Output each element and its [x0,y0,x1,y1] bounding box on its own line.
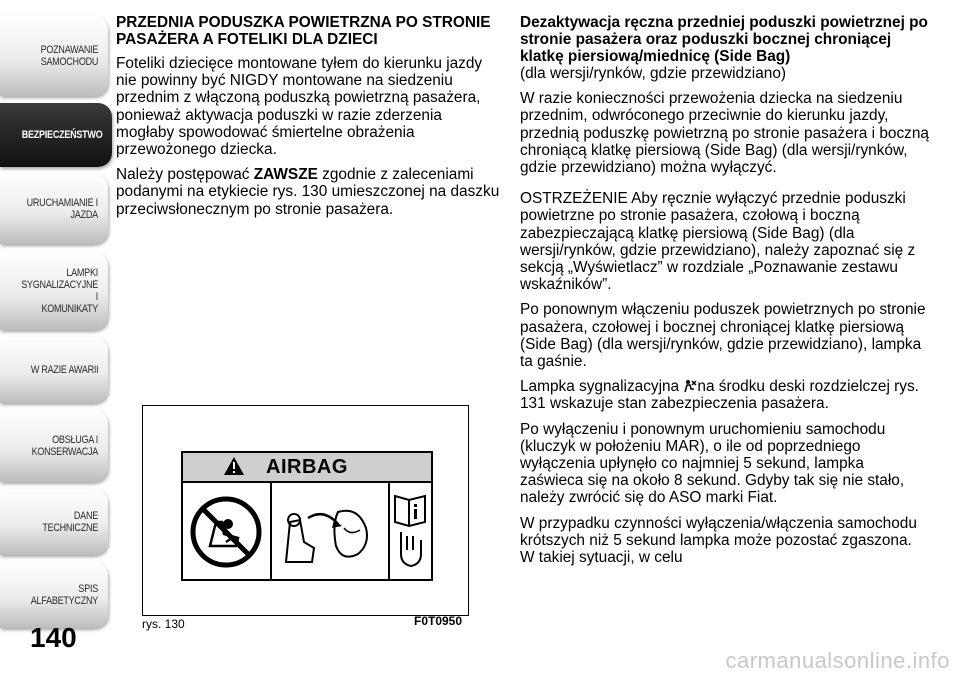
label-cell-no-child-seat [183,483,272,581]
tab-obsluga-konserwacja[interactable] [0,410,108,482]
paragraph: Foteliki dziecięce montowane tyłem do kierunku jazdy nie powinny być NIGDY montowane na siedzeniu przednim z włączoną poduszką powietrzną pasażera, ponieważ aktywacja poduszki w razie zderzenia mogłaby spowodować śmiertelne obrażenia przewożonego dziecka. [116,55,483,159]
figure-code: F0T0950 [414,614,463,628]
airbag-warning-label [181,451,433,581]
tab-label: LAMPKI SYGNALIZACYJNE I KOMUNIKATY [21,267,99,315]
figure-airbag-label [142,405,469,616]
text: Należy postępować [116,166,254,184]
page-number: 140 [30,622,77,653]
paragraph [520,378,930,412]
read-manual-icon [393,492,427,572]
tab-poznawanie-samochodu[interactable] [0,16,108,96]
section-heading: PRZEDNIA PODUSZKA POWIETRZNA PO STRONIE PASAŻERA A FOTELIKI DLA DZIECI [116,14,491,48]
passenger-airbag-off-icon [683,379,697,393]
watermark: carmanualsonline.info [725,648,950,673]
emphasis-text: ZAWSZE [253,166,318,184]
tab-uruchamianie-jazda[interactable] [0,174,108,244]
airbag-label-header [183,453,431,483]
tab-dane-techniczne[interactable] [0,489,108,555]
tab-label: BEZPIECZEŃSTWO [21,129,102,141]
airbag-deploy-icon [278,492,382,572]
text: zgodnie z zaleceniami podanymi na etykiecie rys. 130 umieszczonej na daszku przeciwsłonecznym po stronie pasażera. [116,166,500,218]
paragraph [116,166,502,218]
right-column [520,14,930,574]
paragraph: Po wyłączeniu i ponownym uruchomieniu samochodu (kluczyk w położeniu MAR), o ile od poprzedniego wyłączenia upłynęło co najmniej 5 sekund, lampka zaświeca się na około 8 sekund. Gdyby tak się nie stało, należy zwrócić się do ASO marki Fiat. [520,420,905,507]
label-cell-read-manual [390,483,431,581]
airbag-label-body [183,483,431,581]
tab-label: SPIS ALFABETYCZNY [30,583,98,607]
no-rear-facing-child-seat-icon [188,494,264,570]
paragraph: W razie konieczności przewożenia dziecka na siedzeniu przednim, odwróconego przeciwnie do kierunku jazdy, przednią poduszkę powietrzną po stronie pasażera i boczną chroniącą klatkę piersiową (Side Bag) (dla wersji/rynków, gdzie przewidziano) można wyłączyć. [520,90,929,177]
warning-triangle-icon [223,456,245,476]
tab-label: POZNAWANIE SAMOCHODU [40,44,98,68]
tab-lampki-sygnalizacyjne[interactable] [0,252,108,330]
tab-w-razie-awarii[interactable] [0,337,108,403]
tab-label: OBSŁUGA I KONSERWACJA [31,434,98,458]
label-cell-airbag-deploy [272,483,390,581]
airbag-label-title: AIRBAG [266,455,348,478]
tab-label: DANE TECHNICZNE [42,510,98,534]
tab-label: URUCHAMIANIE I JAZDA [26,197,98,221]
text: na środku deski rozdzielczej rys. 131 wskazuje stan zabezpieczenia pasażera. [520,378,919,413]
warning-paragraph: OSTRZEŻENIE Aby ręcznie wyłączyć przednie poduszki powietrzne po stronie pasażera, czołową i boczną zabezpieczającą klatkę piersiową (Side Bag) (dla wersji/rynków, gdzie przewidziano), należy zapoznać się z sekcją „Wyświetlacz” w rozdziale „Poznawanie zestawu wskaźników”. [520,190,916,294]
heading-note: (dla wersji/rynków, gdzie przewidziano) [520,65,787,82]
tab-bezpieczenstwo[interactable] [0,103,112,167]
paragraph: W przypadku czynności wyłączenia/włączenia samochodu krótszych niż 5 sekund lampka może pozostać zgaszona. W takiej sytuacji, w celu [520,514,917,567]
section-heading: Dezaktywacja ręczna przedniej poduszki powietrznej po stronie pasażera oraz poduszki bocznej chroniącej klatkę piersiową/miednicę (Side Bag) [520,14,928,65]
tab-label: W RAZIE AWARII [30,364,98,376]
left-column [116,14,502,226]
figure-caption: rys. 130 [142,617,185,631]
text: Lampka sygnalizacyjna [520,378,684,396]
tab-spis-alfabetyczny[interactable] [0,562,108,628]
paragraph: Po ponownym włączeniu poduszek powietrznych po stronie pasażera, czołowej i bocznej chroniącej klatkę piersiową (Side Bag) (dla wersji/rynków, gdzie przewidziano), lampka ta gaśnie. [520,301,926,371]
